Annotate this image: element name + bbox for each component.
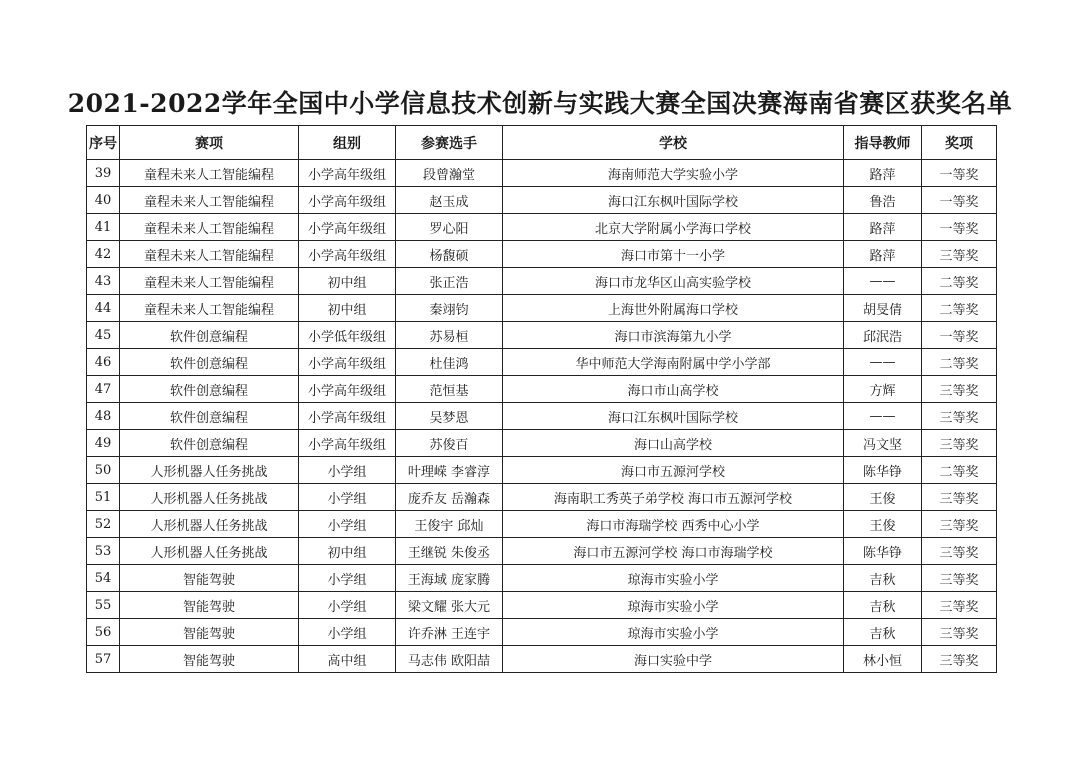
cell-group: 小学高年级组 xyxy=(299,160,396,187)
cell-event: 童程未来人工智能编程 xyxy=(120,295,299,322)
cell-group: 小学组 xyxy=(299,592,396,619)
cell-school: 海口市五源河学校 xyxy=(503,457,844,484)
cell-event: 软件创意编程 xyxy=(120,403,299,430)
cell-teacher: 王俊 xyxy=(844,511,922,538)
cell-players: 张正浩 xyxy=(396,268,503,295)
cell-school: 北京大学附属小学海口学校 xyxy=(503,214,844,241)
table-row xyxy=(87,484,997,511)
cell-number: 55 xyxy=(87,592,120,619)
cell-number: 52 xyxy=(87,511,120,538)
cell-teacher: 陈华铮 xyxy=(844,457,922,484)
header-number: 序号 xyxy=(87,126,120,160)
cell-event: 人形机器人任务挑战 xyxy=(120,457,299,484)
table-row xyxy=(87,187,997,214)
cell-school: 海口山高学校 xyxy=(503,430,844,457)
cell-school: 海口市第十一小学 xyxy=(503,241,844,268)
cell-teacher: —— xyxy=(844,268,922,295)
table-row xyxy=(87,619,997,646)
table-row xyxy=(87,646,997,673)
cell-teacher: —— xyxy=(844,349,922,376)
table-row xyxy=(87,403,997,430)
cell-school: 华中师范大学海南附属中学小学部 xyxy=(503,349,844,376)
cell-group: 小学组 xyxy=(299,565,396,592)
cell-school: 琼海市实验小学 xyxy=(503,592,844,619)
cell-event: 人形机器人任务挑战 xyxy=(120,484,299,511)
cell-number: 46 xyxy=(87,349,120,376)
cell-number: 47 xyxy=(87,376,120,403)
cell-school: 海南师范大学实验小学 xyxy=(503,160,844,187)
cell-teacher: 方辉 xyxy=(844,376,922,403)
cell-players: 梁文耀 张大元 xyxy=(396,592,503,619)
cell-players: 范恒基 xyxy=(396,376,503,403)
cell-players: 王俊宇 邱灿 xyxy=(396,511,503,538)
cell-teacher: —— xyxy=(844,403,922,430)
cell-group: 高中组 xyxy=(299,646,396,673)
cell-group: 初中组 xyxy=(299,268,396,295)
cell-event: 童程未来人工智能编程 xyxy=(120,241,299,268)
cell-number: 54 xyxy=(87,565,120,592)
cell-school: 琼海市实验小学 xyxy=(503,565,844,592)
cell-event: 童程未来人工智能编程 xyxy=(120,160,299,187)
cell-players: 许乔淋 王连宇 xyxy=(396,619,503,646)
cell-number: 51 xyxy=(87,484,120,511)
cell-award: 一等奖 xyxy=(922,160,997,187)
cell-award: 三等奖 xyxy=(922,511,997,538)
cell-players: 秦翊钧 xyxy=(396,295,503,322)
header-school: 学校 xyxy=(503,126,844,160)
cell-award: 三等奖 xyxy=(922,592,997,619)
cell-players: 杜佳鸿 xyxy=(396,349,503,376)
cell-event: 童程未来人工智能编程 xyxy=(120,187,299,214)
table-row xyxy=(87,538,997,565)
cell-school: 海口市龙华区山高实验学校 xyxy=(503,268,844,295)
cell-school: 海南职工秀英子弟学校 海口市五源河学校 xyxy=(503,484,844,511)
cell-number: 50 xyxy=(87,457,120,484)
cell-event: 智能驾驶 xyxy=(120,592,299,619)
cell-number: 44 xyxy=(87,295,120,322)
cell-award: 三等奖 xyxy=(922,376,997,403)
cell-group: 小学高年级组 xyxy=(299,403,396,430)
cell-teacher: 路萍 xyxy=(844,214,922,241)
table-row xyxy=(87,376,997,403)
cell-group: 小学高年级组 xyxy=(299,241,396,268)
cell-players: 王海域 庞家腾 xyxy=(396,565,503,592)
cell-number: 48 xyxy=(87,403,120,430)
cell-players: 段曾瀚堂 xyxy=(396,160,503,187)
table-row xyxy=(87,592,997,619)
cell-players: 叶理嵘 李睿淳 xyxy=(396,457,503,484)
cell-number: 39 xyxy=(87,160,120,187)
cell-event: 软件创意编程 xyxy=(120,430,299,457)
cell-event: 智能驾驶 xyxy=(120,646,299,673)
cell-teacher: 吉秋 xyxy=(844,592,922,619)
cell-school: 海口市滨海第九小学 xyxy=(503,322,844,349)
cell-teacher: 胡旻倩 xyxy=(844,295,922,322)
table-row xyxy=(87,349,997,376)
cell-award: 三等奖 xyxy=(922,430,997,457)
cell-school: 海口江东枫叶国际学校 xyxy=(503,403,844,430)
cell-group: 小学高年级组 xyxy=(299,376,396,403)
cell-group: 小学组 xyxy=(299,484,396,511)
cell-event: 人形机器人任务挑战 xyxy=(120,538,299,565)
cell-award: 一等奖 xyxy=(922,214,997,241)
award-table xyxy=(86,125,997,673)
header-group: 组别 xyxy=(299,126,396,160)
cell-players: 马志伟 欧阳喆 xyxy=(396,646,503,673)
cell-award: 三等奖 xyxy=(922,538,997,565)
table-row xyxy=(87,268,997,295)
cell-teacher: 王俊 xyxy=(844,484,922,511)
cell-players: 吴梦恩 xyxy=(396,403,503,430)
cell-school: 海口江东枫叶国际学校 xyxy=(503,187,844,214)
cell-number: 42 xyxy=(87,241,120,268)
cell-number: 45 xyxy=(87,322,120,349)
cell-award: 二等奖 xyxy=(922,457,997,484)
table-row xyxy=(87,322,997,349)
cell-players: 赵玉成 xyxy=(396,187,503,214)
header-award: 奖项 xyxy=(922,126,997,160)
cell-number: 40 xyxy=(87,187,120,214)
cell-group: 小学组 xyxy=(299,511,396,538)
cell-award: 三等奖 xyxy=(922,646,997,673)
cell-school: 上海世外附属海口学校 xyxy=(503,295,844,322)
cell-teacher: 陈华铮 xyxy=(844,538,922,565)
table-row xyxy=(87,511,997,538)
cell-teacher: 冯文坚 xyxy=(844,430,922,457)
table-row xyxy=(87,160,997,187)
cell-school: 海口市海瑞学校 西秀中心小学 xyxy=(503,511,844,538)
table-row xyxy=(87,241,997,268)
table-row xyxy=(87,295,997,322)
cell-award: 三等奖 xyxy=(922,619,997,646)
cell-number: 41 xyxy=(87,214,120,241)
cell-teacher: 路萍 xyxy=(844,160,922,187)
header-players: 参赛选手 xyxy=(396,126,503,160)
cell-school: 海口实验中学 xyxy=(503,646,844,673)
cell-group: 小学低年级组 xyxy=(299,322,396,349)
cell-group: 小学组 xyxy=(299,457,396,484)
cell-group: 小学组 xyxy=(299,619,396,646)
table-row xyxy=(87,457,997,484)
cell-award: 一等奖 xyxy=(922,322,997,349)
cell-group: 初中组 xyxy=(299,295,396,322)
cell-number: 43 xyxy=(87,268,120,295)
cell-players: 杨馥硕 xyxy=(396,241,503,268)
table-row xyxy=(87,430,997,457)
cell-award: 一等奖 xyxy=(922,187,997,214)
cell-teacher: 林小恒 xyxy=(844,646,922,673)
cell-award: 三等奖 xyxy=(922,484,997,511)
cell-players: 王继锐 朱俊丞 xyxy=(396,538,503,565)
header-event: 赛项 xyxy=(120,126,299,160)
cell-teacher: 鲁浩 xyxy=(844,187,922,214)
cell-number: 53 xyxy=(87,538,120,565)
cell-event: 智能驾驶 xyxy=(120,619,299,646)
cell-group: 初中组 xyxy=(299,538,396,565)
table-header-row xyxy=(87,126,997,160)
cell-group: 小学高年级组 xyxy=(299,430,396,457)
cell-award: 二等奖 xyxy=(922,268,997,295)
cell-players: 庞乔友 岳瀚森 xyxy=(396,484,503,511)
cell-award: 三等奖 xyxy=(922,403,997,430)
cell-teacher: 邱泯浩 xyxy=(844,322,922,349)
table-row xyxy=(87,565,997,592)
cell-event: 智能驾驶 xyxy=(120,565,299,592)
page-title: 2021-2022学年全国中小学信息技术创新与实践大赛全国决赛海南省赛区获奖名单 xyxy=(67,89,1013,118)
cell-event: 软件创意编程 xyxy=(120,322,299,349)
cell-players: 苏易桓 xyxy=(396,322,503,349)
cell-players: 苏俊百 xyxy=(396,430,503,457)
cell-teacher: 吉秋 xyxy=(844,565,922,592)
cell-award: 二等奖 xyxy=(922,295,997,322)
cell-number: 57 xyxy=(87,646,120,673)
cell-event: 人形机器人任务挑战 xyxy=(120,511,299,538)
cell-event: 软件创意编程 xyxy=(120,349,299,376)
table-row xyxy=(87,214,997,241)
cell-school: 海口市山高学校 xyxy=(503,376,844,403)
cell-event: 软件创意编程 xyxy=(120,376,299,403)
cell-number: 56 xyxy=(87,619,120,646)
cell-teacher: 路萍 xyxy=(844,241,922,268)
cell-school: 海口市五源河学校 海口市海瑞学校 xyxy=(503,538,844,565)
cell-players: 罗心阳 xyxy=(396,214,503,241)
cell-event: 童程未来人工智能编程 xyxy=(120,214,299,241)
header-teacher: 指导教师 xyxy=(844,126,922,160)
cell-number: 49 xyxy=(87,430,120,457)
cell-group: 小学高年级组 xyxy=(299,187,396,214)
cell-award: 三等奖 xyxy=(922,241,997,268)
cell-award: 二等奖 xyxy=(922,349,997,376)
cell-event: 童程未来人工智能编程 xyxy=(120,268,299,295)
cell-teacher: 吉秋 xyxy=(844,619,922,646)
cell-group: 小学高年级组 xyxy=(299,349,396,376)
cell-award: 三等奖 xyxy=(922,565,997,592)
cell-school: 琼海市实验小学 xyxy=(503,619,844,646)
cell-group: 小学高年级组 xyxy=(299,214,396,241)
